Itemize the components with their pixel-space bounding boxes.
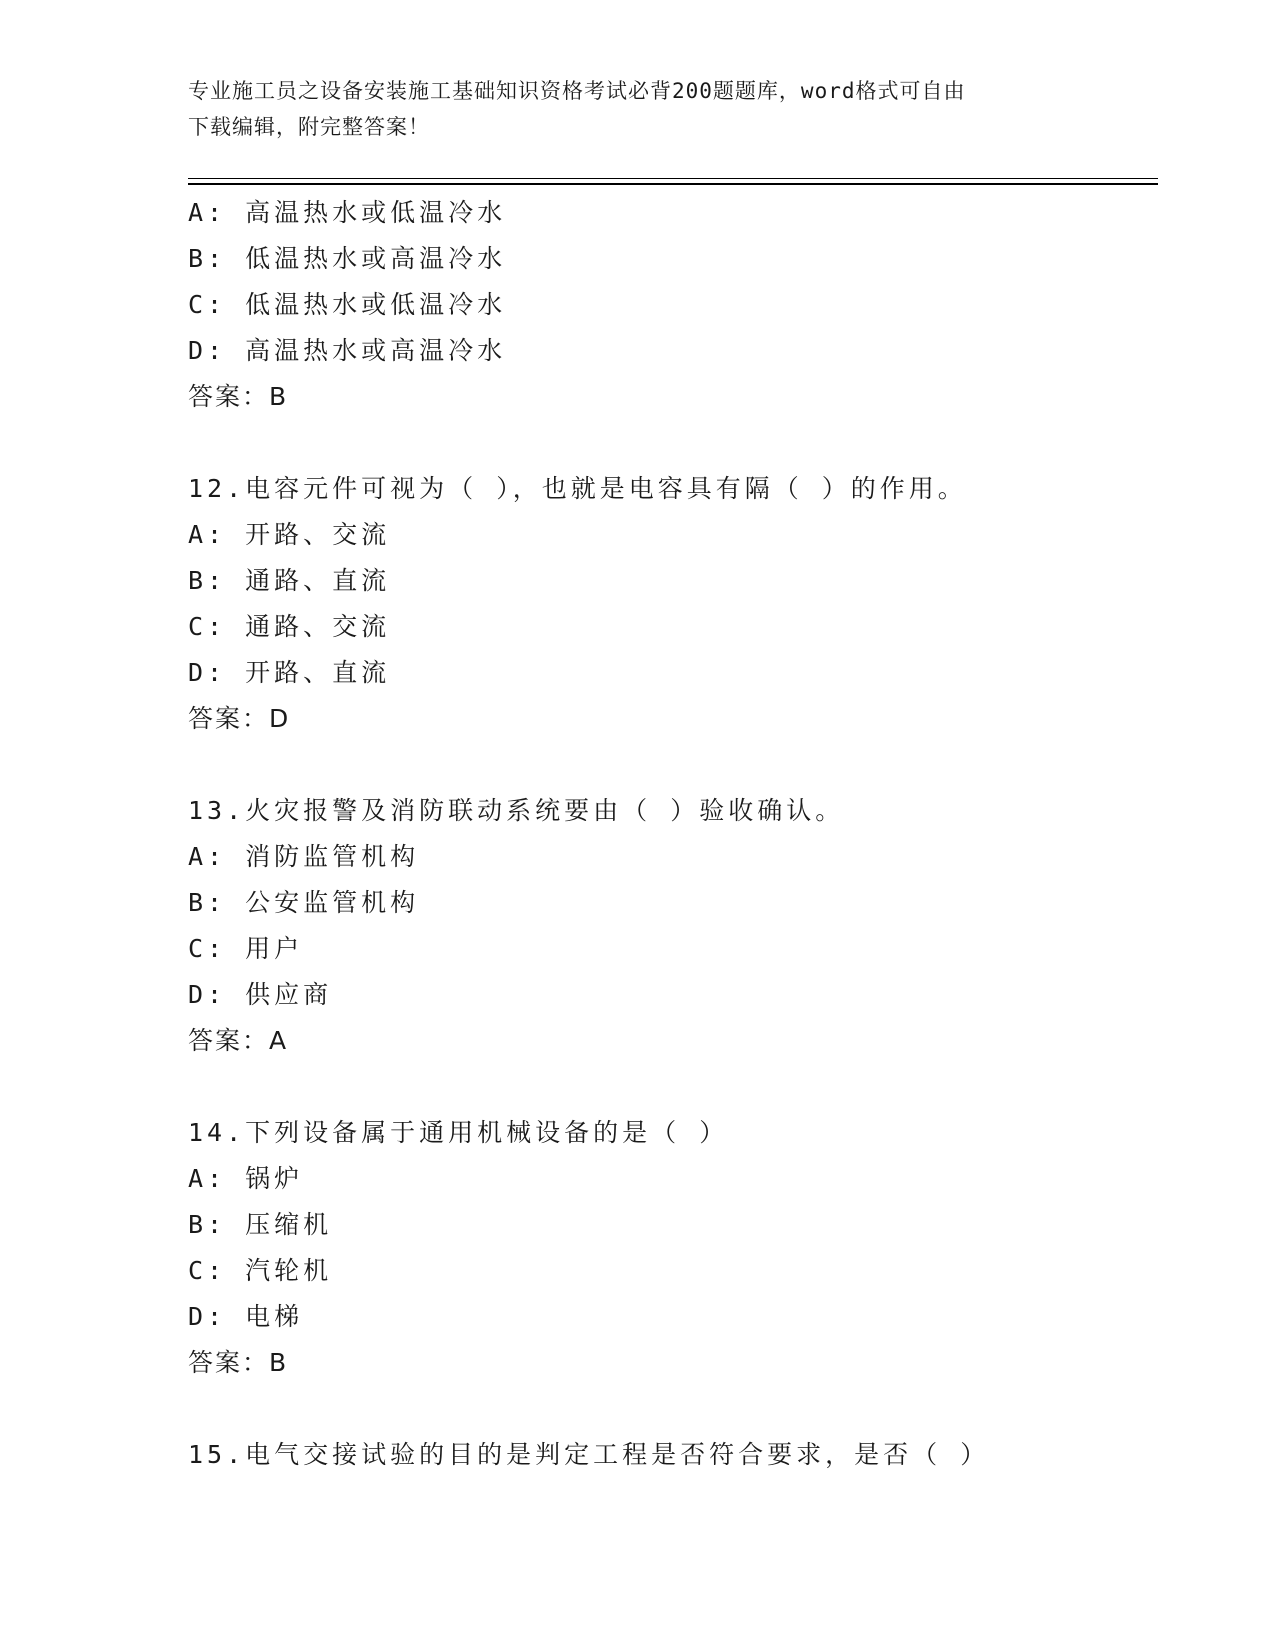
option-a: A: 开路、交流 — [188, 520, 391, 549]
option-b: B: 压缩机 — [188, 1210, 333, 1239]
option-c: C: 用户 — [188, 934, 304, 963]
question-14 — [188, 1110, 1148, 1386]
option-b: B: 公安监管机构 — [188, 888, 420, 917]
question-13 — [188, 788, 1148, 1064]
header-rule-thick — [188, 183, 1158, 185]
header-line-1: 专业施工员之设备安装施工基础知识资格考试必背200题题库，word格式可自由 — [188, 79, 966, 103]
option-b: B: 通路、直流 — [188, 566, 391, 595]
question-text: 14.下列设备属于通用机械设备的是（ ） — [188, 1118, 729, 1147]
question-list — [188, 190, 1148, 1478]
header-line-2: 下载编辑，附完整答案！ — [188, 115, 430, 139]
answer-line: 答案：A — [188, 1026, 289, 1055]
question-text: 15.电气交接试验的目的是判定工程是否符合要求，是否（ ） — [188, 1440, 990, 1469]
option-d: D: 开路、直流 — [188, 658, 391, 687]
option-c: C: 低温热水或低温冷水 — [188, 290, 507, 319]
answer-line: 答案：B — [188, 1348, 289, 1377]
option-a: A: 消防监管机构 — [188, 842, 420, 871]
option-b: B: 低温热水或高温冷水 — [188, 244, 507, 273]
option-a: A: 高温热水或低温冷水 — [188, 198, 507, 227]
answer-line: 答案：B — [188, 382, 289, 411]
option-a: A: 锅炉 — [188, 1164, 304, 1193]
document-header — [188, 73, 1088, 145]
question-15 — [188, 1432, 1148, 1478]
option-d: D: 电梯 — [188, 1302, 304, 1331]
header-rule-thin — [188, 178, 1158, 179]
question-text: 12.电容元件可视为（ ），也就是电容具有隔（ ）的作用。 — [188, 474, 967, 503]
question-11 — [188, 190, 1148, 420]
option-c: C: 汽轮机 — [188, 1256, 333, 1285]
answer-line: 答案：D — [188, 704, 291, 733]
question-12 — [188, 466, 1148, 742]
option-c: C: 通路、交流 — [188, 612, 391, 641]
option-d: D: 高温热水或高温冷水 — [188, 336, 507, 365]
option-d: D: 供应商 — [188, 980, 333, 1009]
question-text: 13.火灾报警及消防联动系统要由（ ）验收确认。 — [188, 796, 845, 825]
